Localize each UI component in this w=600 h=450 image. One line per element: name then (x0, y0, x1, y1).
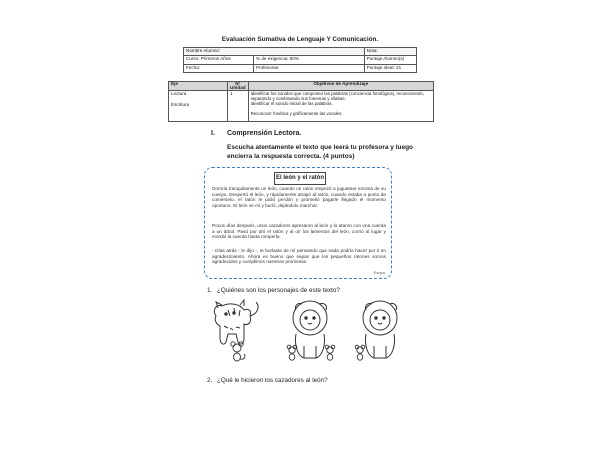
objectives-header: Objetivos de Aprendizaje (248, 82, 433, 91)
story-paragraph-3: - Días atrás - le dijo -, te burlaste de mí pensando que nada podría hacer por ti en agradecimiento. Ahora es bueno que sepas que los pequeños ratones somos agradecidos y cumplimos nuestras promesas. (212, 248, 386, 265)
mouse-icon (355, 345, 365, 360)
unit-cell: 1 (228, 91, 249, 122)
mouse-icon (231, 342, 245, 361)
instructions: Escucha atentamente el texto que leerá tu profesora y luego encierra la respuesta correcta. (4 puntos) (227, 144, 414, 160)
eje-cell (169, 91, 228, 122)
student-name-field: Nombre Alumno: (184, 48, 365, 56)
character-drawings (210, 296, 410, 366)
story-paragraph-1: Dormía tranquilamente un león, cuando un ratón empezó a juguetear encima de su cuerpo. Despertó el león, y rápidamente atrapó al ratón, cuando estaba a punto de comérselo, el ratón le pidió perdón y prometió pagarle llegado el momento oportuno. El león se rió y burló, dejándolo marchar. (212, 186, 386, 209)
ideal-score-field: Puntaje Ideal: 31 (364, 64, 416, 72)
objectives-cell (248, 91, 433, 122)
objective-1: Identificar los sonidos que componen las palabras (conciencia fonológica), reconociendo, separando y combinando sus fonemas y sílabas. (250, 91, 425, 102)
student-info-table (183, 47, 417, 73)
eje-header: Eje (169, 82, 228, 91)
page-title: Evaluación Sumativa de Lenguaje Y Comunicación. (221, 36, 379, 43)
question-1-number: 1. (207, 287, 213, 294)
teachers-field: Profesoras: (254, 64, 365, 72)
story-paragraph-2: Pocos días después, unos cazadores apresaron al león y lo ataron con una cuerda a un árbol. Pasó por ahí el ratón y al oír los lamentos del león, corrió al lugar y mordió la cuerda hasta romperla. (212, 223, 386, 240)
section-title: Comprensión Lectora. (227, 130, 302, 137)
unit-header: N° Unidad (228, 82, 249, 91)
date-field: Fecha: (184, 64, 254, 72)
section-heading (211, 130, 301, 137)
story-title: El león y el ratón (274, 172, 326, 185)
question-2 (207, 377, 328, 384)
question-1-text: ¿Quiénes son los personajes de este texto? (217, 287, 340, 294)
eje-escritura: Escritura (171, 102, 190, 107)
tiger-icon (214, 300, 258, 344)
question-2-text: ¿Qué le hicieron los cazadores al león? (217, 377, 328, 384)
section-number: I. (211, 130, 215, 137)
story-box (204, 167, 392, 279)
story-credit: Esopo (373, 270, 385, 275)
objectives-table (168, 81, 434, 122)
lion-icon (293, 301, 327, 358)
question-1 (207, 287, 340, 294)
eje-lectura: Lectura (171, 91, 187, 96)
objective-3: Reconocer fonética y gráficamente las vocales. (250, 110, 343, 116)
grade-field: Nota: (364, 48, 416, 56)
lion-icon (363, 301, 397, 358)
question-2-number: 2. (207, 377, 213, 384)
student-score-field: Puntaje Alumno(s) (364, 56, 416, 64)
exigencia-field: % de exigencia: 60% (254, 56, 365, 64)
objective-2: Identificar el sonido inicial de las palabras. (250, 101, 333, 107)
course-field: Curso: Primeros Años (184, 56, 254, 64)
